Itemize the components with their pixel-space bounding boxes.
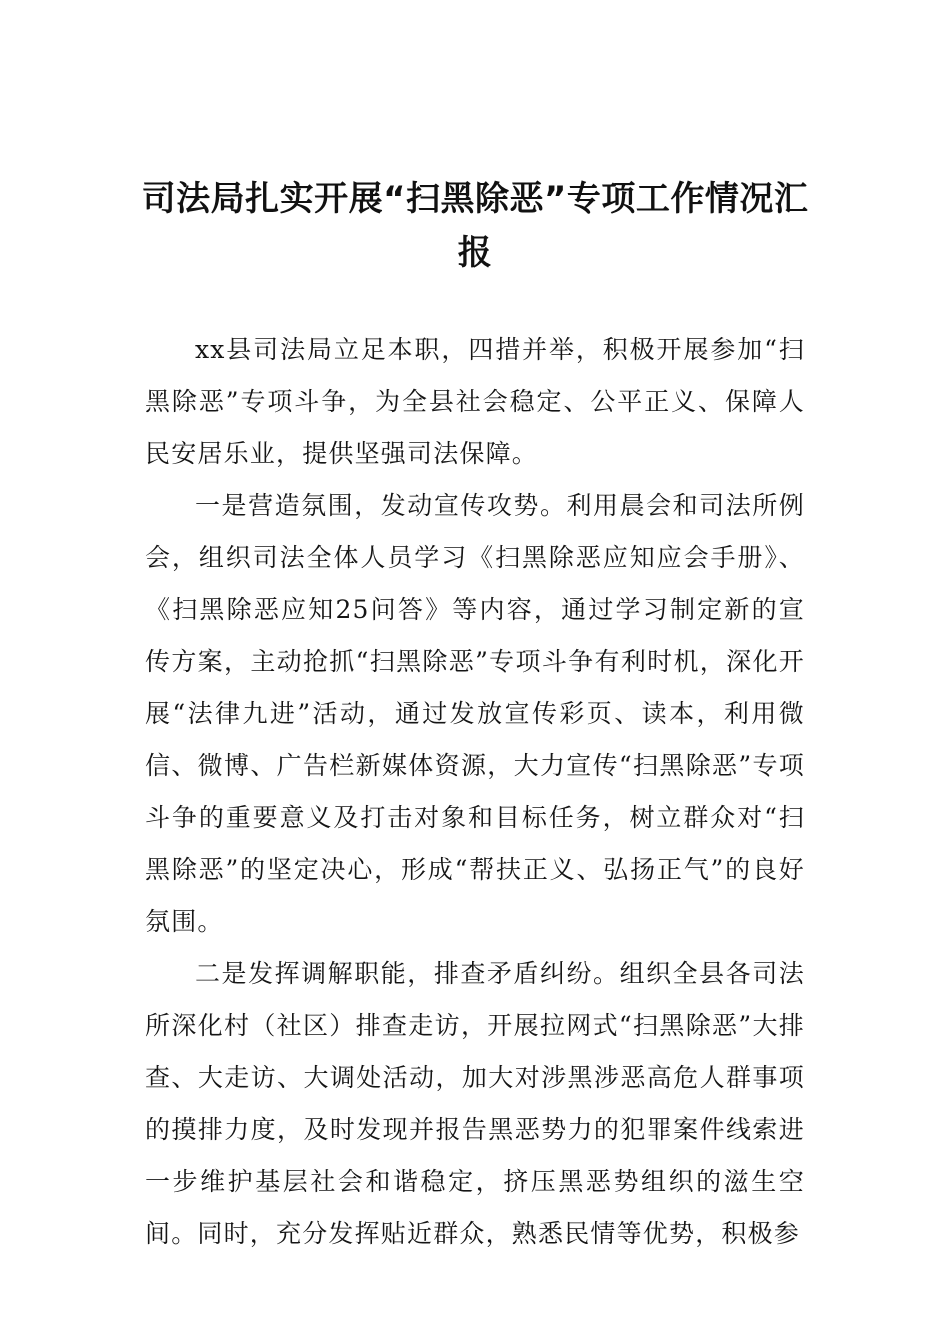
document-body bbox=[145, 324, 805, 1260]
paragraph-point-two: 二是发挥调解职能，排查矛盾纠纷。组织全县各司法所深化村（社区）排查走访，开展拉网式“扫黑除恶”大排查、大走访、大调处活动，加大对涉黑涉恶高危人群事项的摸排力度，及时发现并报告黑恶势力的犯罪案件线索进一步维护基层社会和谐稳定，挤压黑恶势组织的滋生空间。同时，充分发挥贴近群众，熟悉民情等优势，积极参 bbox=[145, 959, 805, 1248]
paragraph-intro: xx县司法局立足本职，四措并举，积极开展参加“扫黑除恶”专项斗争，为全县社会稳定、公平正义、保障人民安居乐业，提供坚强司法保障。 bbox=[145, 335, 805, 468]
paragraph-point-one: 一是营造氛围，发动宣传攻势。利用晨会和司法所例会，组织司法全体人员学习《扫黑除恶应知应会手册》、《扫黑除恶应知25问答》等内容，通过学习制定新的宣传方案，主动抢抓“扫黑除恶”专项斗争有利时机，深化开展“法律九进”活动，通过发放宣传彩页、读本，利用微信、微博、广告栏新媒体资源，大力宣传“扫黑除恶”专项斗争的重要意义及打击对象和目标任务，树立群众对“扫黑除恶”的坚定决心，形成“帮扶正义、弘扬正气”的良好氛围。 bbox=[145, 491, 805, 936]
document-title: 司法局扎实开展“扫黑除恶”专项工作情况汇报 bbox=[141, 179, 809, 273]
